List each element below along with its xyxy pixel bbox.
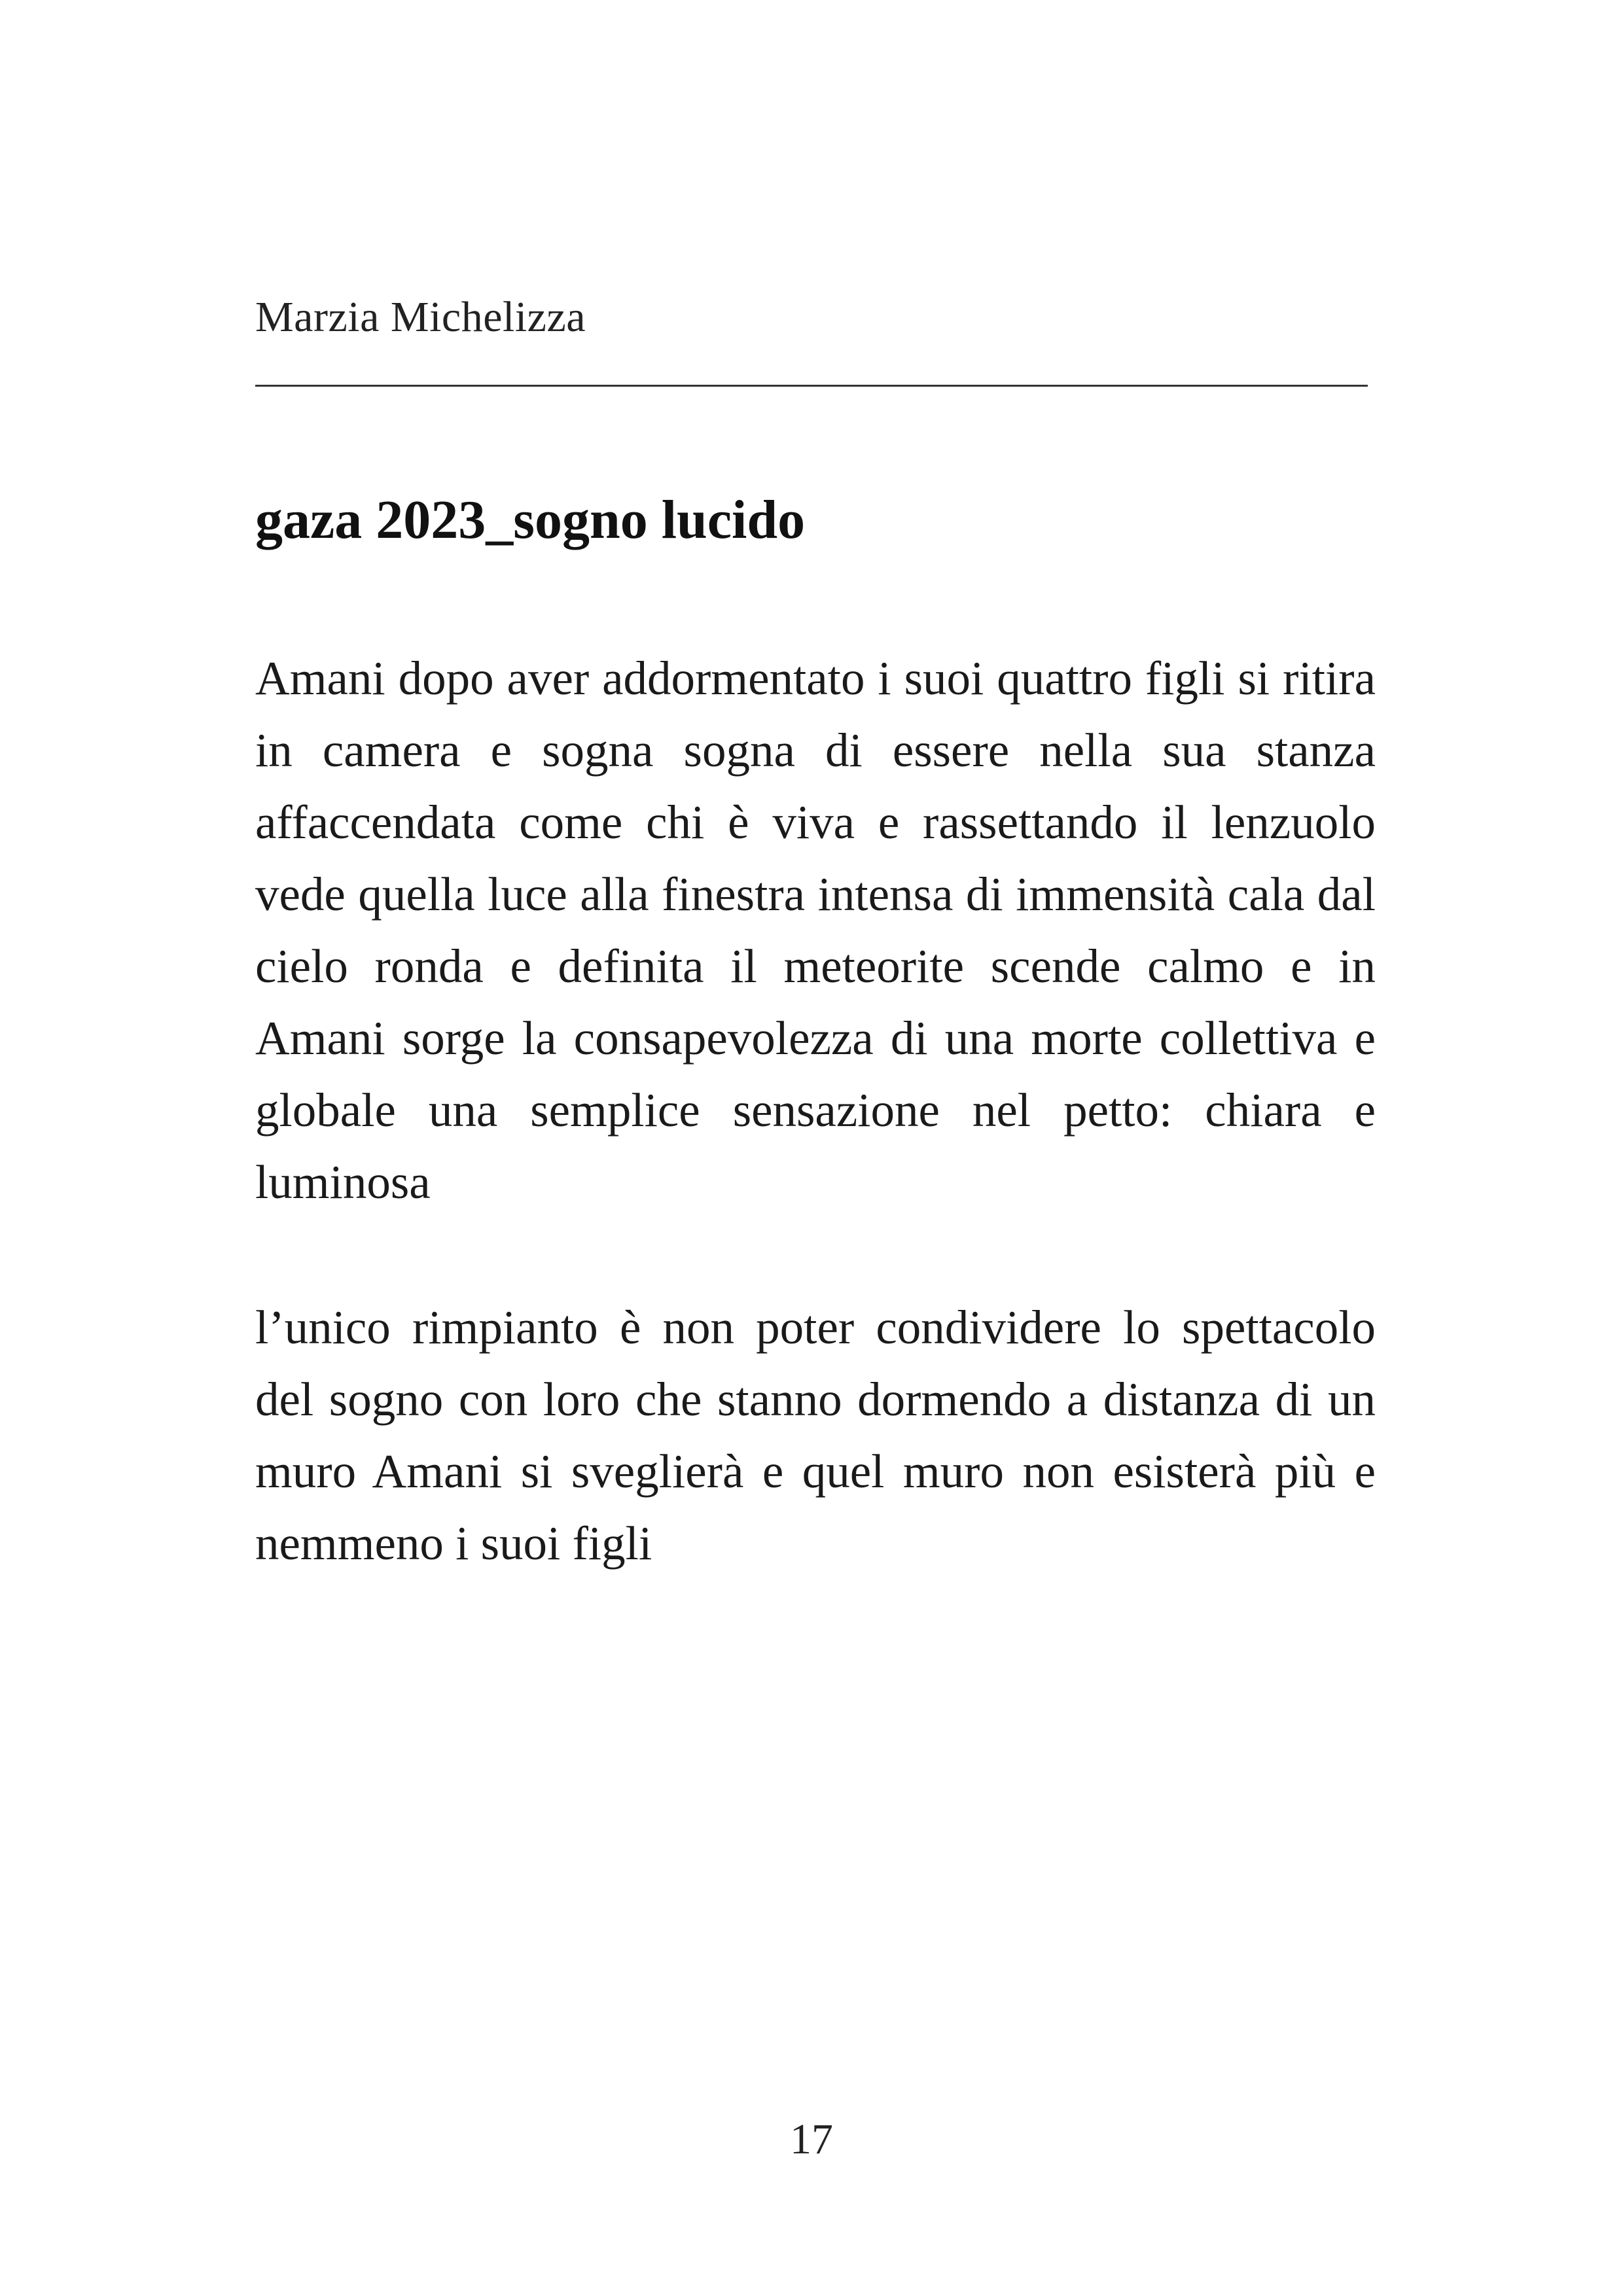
header-divider xyxy=(255,385,1368,387)
page-number: 17 xyxy=(790,2115,833,2163)
poem-title: gaza 2023_sogno lucido xyxy=(255,489,806,550)
poem-paragraph-1: Amani dopo aver addormentato i suoi quattro figli si ritira in camera e sogna sogna di essere nella sua stanza affaccendata come chi è viva e rassettando il lenzuolo vede quella luce alla finestra intensa di immensità cala dal cielo ronda e definita il meteorite scende calmo e in Amani sorge la consapevolezza di una morte collettiva e globale una semplice sensazione nel petto: chiara e luminosa xyxy=(255,652,1376,1209)
author-name: Marzia Michelizza xyxy=(255,293,586,341)
poem-body xyxy=(255,643,1376,1580)
running-header xyxy=(255,291,1368,343)
poem-paragraph-2: l’unico rimpianto è non poter condividere lo spettacolo del sogno con loro che stanno dormendo a distanza di un muro Amani si sveglierà e quel muro non esisterà più e nemmeno i suoi figli xyxy=(255,1301,1376,1570)
